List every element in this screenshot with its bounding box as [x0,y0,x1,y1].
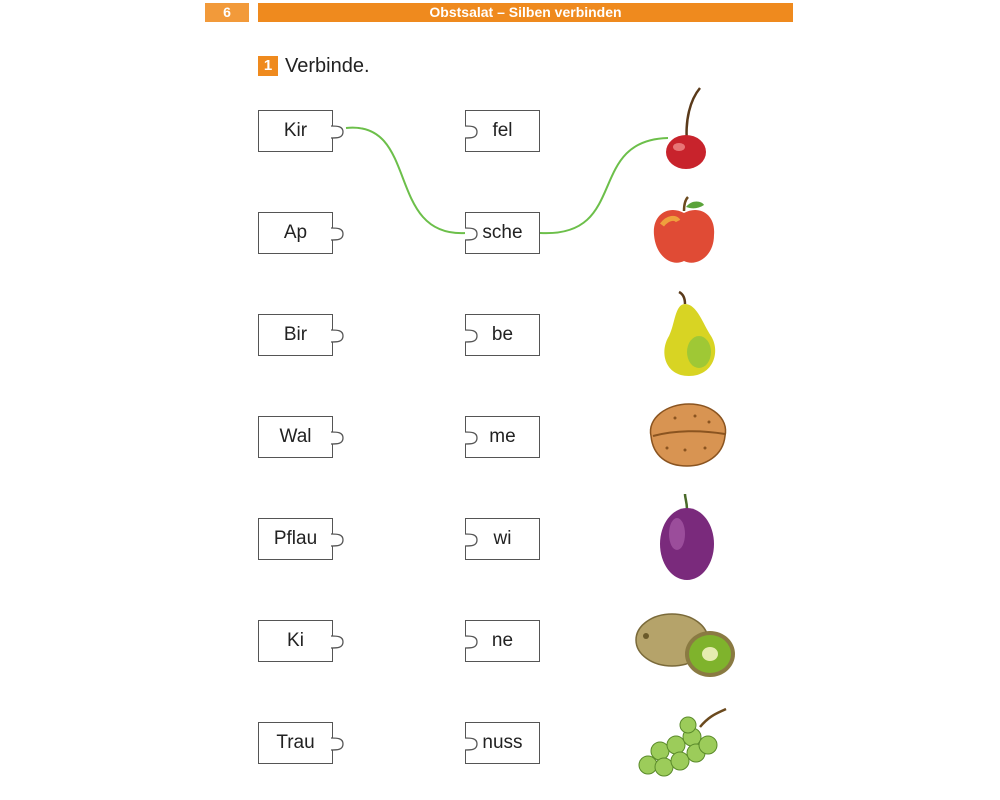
task-number: 1 [258,56,278,76]
walnut-icon[interactable] [645,400,730,470]
connection-line-kir-sche [346,128,466,234]
cherry-icon[interactable] [655,85,715,175]
left-syllable-label: Bir [283,324,308,345]
left-syllable-tile[interactable] [258,518,333,560]
puzzle-slot-icon [465,633,479,651]
right-syllable-label: nuss [482,732,523,753]
right-syllable-label: fel [492,120,513,141]
left-syllable-tile[interactable] [258,212,333,254]
page-number: 6 [205,3,249,22]
left-syllable-tile[interactable] [258,416,333,458]
puzzle-tab-icon [331,531,345,549]
left-syllable-label: Pflau [273,528,318,549]
grapes-icon[interactable] [630,705,730,780]
right-syllable-label: wi [493,528,512,549]
right-syllable-tile[interactable] [465,212,540,254]
left-syllable-tile[interactable] [258,110,333,152]
left-syllable-label: Wal [279,426,312,447]
right-syllable-tile[interactable] [465,722,540,764]
puzzle-slot-icon [465,123,479,141]
left-syllable-label: Trau [276,732,315,753]
left-syllable-tile[interactable] [258,314,333,356]
puzzle-tab-icon [331,123,345,141]
puzzle-tab-icon [331,327,345,345]
puzzle-slot-icon [465,225,479,243]
kiwi-icon[interactable] [632,608,740,683]
right-syllable-tile[interactable] [465,620,540,662]
left-syllable-label: Kir [283,120,308,141]
pear-icon[interactable] [655,290,725,380]
right-syllable-label: sche [482,222,523,243]
right-syllable-tile[interactable] [465,110,540,152]
puzzle-slot-icon [465,735,479,753]
left-syllable-tile[interactable] [258,722,333,764]
right-syllable-tile[interactable] [465,416,540,458]
puzzle-tab-icon [331,429,345,447]
puzzle-tab-icon [331,633,345,651]
right-syllable-label: ne [491,630,514,651]
right-syllable-tile[interactable] [465,314,540,356]
right-syllable-label: be [491,324,514,345]
right-syllable-label: me [489,426,516,447]
task-instruction: Verbinde. [285,55,370,77]
puzzle-tab-icon [331,735,345,753]
left-syllable-tile[interactable] [258,620,333,662]
puzzle-slot-icon [465,429,479,447]
plum-icon[interactable] [655,492,720,582]
puzzle-slot-icon [465,531,479,549]
page-title: Obstsalat – Silben verbinden [258,3,793,22]
puzzle-tab-icon [331,225,345,243]
left-syllable-label: Ki [287,630,304,651]
puzzle-slot-icon [465,327,479,345]
left-syllable-label: Ap [283,222,308,243]
apple-icon[interactable] [648,195,720,270]
right-syllable-tile[interactable] [465,518,540,560]
